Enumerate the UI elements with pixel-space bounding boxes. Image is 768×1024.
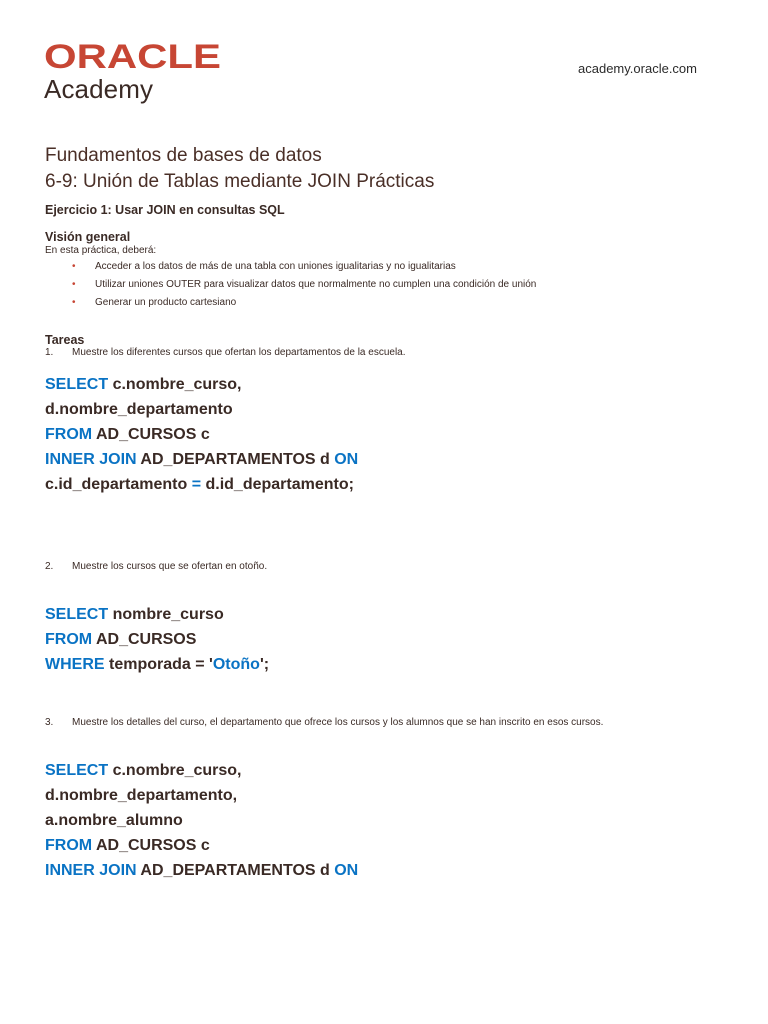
sql-keyword: FROM <box>45 837 93 854</box>
sql-text: AD_DEPARTAMENTOS d <box>136 451 335 468</box>
sql-text: temporada = ' <box>104 656 213 673</box>
document-body <box>45 143 728 883</box>
code-line <box>45 422 728 447</box>
task-text: Muestre los cursos que se ofertan en otoño. <box>72 561 268 572</box>
sql-text: nombre_curso <box>108 606 224 623</box>
task-item <box>45 561 728 572</box>
bullet-icon: • <box>72 261 76 272</box>
sql-text: d.id_departamento; <box>201 476 354 493</box>
code-line <box>45 833 728 858</box>
tasks-heading: Tareas <box>45 333 85 347</box>
sql-text: d.nombre_departamento <box>45 401 233 418</box>
sql-keyword: Otoño <box>212 656 260 673</box>
overview-intro: En esta práctica, deberá: <box>45 245 157 256</box>
list-item-text: Acceder a los datos de más de una tabla con uniones igualitarias y no igualitarias <box>95 261 456 272</box>
sql-text: AD_CURSOS <box>92 631 197 648</box>
task-number: 1. <box>45 347 54 358</box>
bullet-icon: • <box>72 279 76 290</box>
oracle-wordmark-text: ORACLE <box>44 40 221 72</box>
sql-text: a.nombre_alumno <box>45 812 183 829</box>
sql-keyword: SELECT <box>45 606 109 623</box>
sql-keyword: = <box>191 476 202 493</box>
sql-text: AD_CURSOS c <box>92 426 210 443</box>
sql-text: AD_CURSOS c <box>92 837 210 854</box>
lesson-title: 6-9: Unión de Tablas mediante JOIN Prácticas <box>45 171 435 192</box>
sql-keyword: ON <box>334 862 359 879</box>
overview-list <box>45 260 728 314</box>
sql-keyword: FROM <box>45 631 93 648</box>
overview-heading: Visión general <box>45 230 131 244</box>
oracle-academy-logo <box>44 40 224 105</box>
list-item <box>45 278 728 296</box>
task-item <box>45 347 728 358</box>
list-item <box>45 296 728 314</box>
sql-keyword: SELECT <box>45 762 109 779</box>
code-line <box>45 602 728 627</box>
site-url[interactable]: academy.oracle.com <box>578 61 697 76</box>
oracle-wordmark <box>44 40 224 72</box>
sql-keyword: SELECT <box>45 376 109 393</box>
sql-text: c.nombre_curso, <box>108 762 242 779</box>
sql-code-block <box>45 758 728 883</box>
sql-keyword: INNER JOIN <box>45 451 137 468</box>
academy-label: Academy <box>44 74 154 104</box>
task-number: 2. <box>45 561 54 572</box>
code-line <box>45 627 728 652</box>
code-line <box>45 397 728 422</box>
sql-code-block <box>45 372 728 497</box>
sql-keyword: FROM <box>45 426 93 443</box>
code-line <box>45 472 728 497</box>
code-line <box>45 783 728 808</box>
code-line <box>45 447 728 472</box>
code-line <box>45 652 728 677</box>
sql-text: c.nombre_curso, <box>108 376 242 393</box>
exercise-title: Ejercicio 1: Usar JOIN en consultas SQL <box>45 203 285 217</box>
task-text: Muestre los detalles del curso, el departamento que ofrece los cursos y los alumnos que se han inscrito en esos cursos. <box>72 717 604 728</box>
sql-keyword: INNER JOIN <box>45 862 137 879</box>
list-item-text: Generar un producto cartesiano <box>95 297 237 308</box>
task-text: Muestre los diferentes cursos que ofertan los departamentos de la escuela. <box>72 347 406 358</box>
sql-keyword: WHERE <box>45 656 105 673</box>
list-item-text: Utilizar uniones OUTER para visualizar datos que normalmente no cumplen una condición de unión <box>95 279 537 290</box>
task-number: 3. <box>45 717 54 728</box>
code-line <box>45 372 728 397</box>
task-item <box>45 717 728 728</box>
sql-code-block <box>45 602 728 677</box>
code-line <box>45 808 728 833</box>
bullet-icon: • <box>72 297 76 308</box>
course-title: Fundamentos de bases de datos <box>45 145 322 166</box>
sql-keyword: ON <box>334 451 359 468</box>
code-line <box>45 858 728 883</box>
sql-text: c.id_departamento <box>45 476 192 493</box>
sql-text: '; <box>259 656 270 673</box>
sql-text: AD_DEPARTAMENTOS d <box>136 862 335 879</box>
list-item <box>45 260 728 278</box>
code-line <box>45 758 728 783</box>
sql-text: d.nombre_departamento, <box>45 787 238 804</box>
